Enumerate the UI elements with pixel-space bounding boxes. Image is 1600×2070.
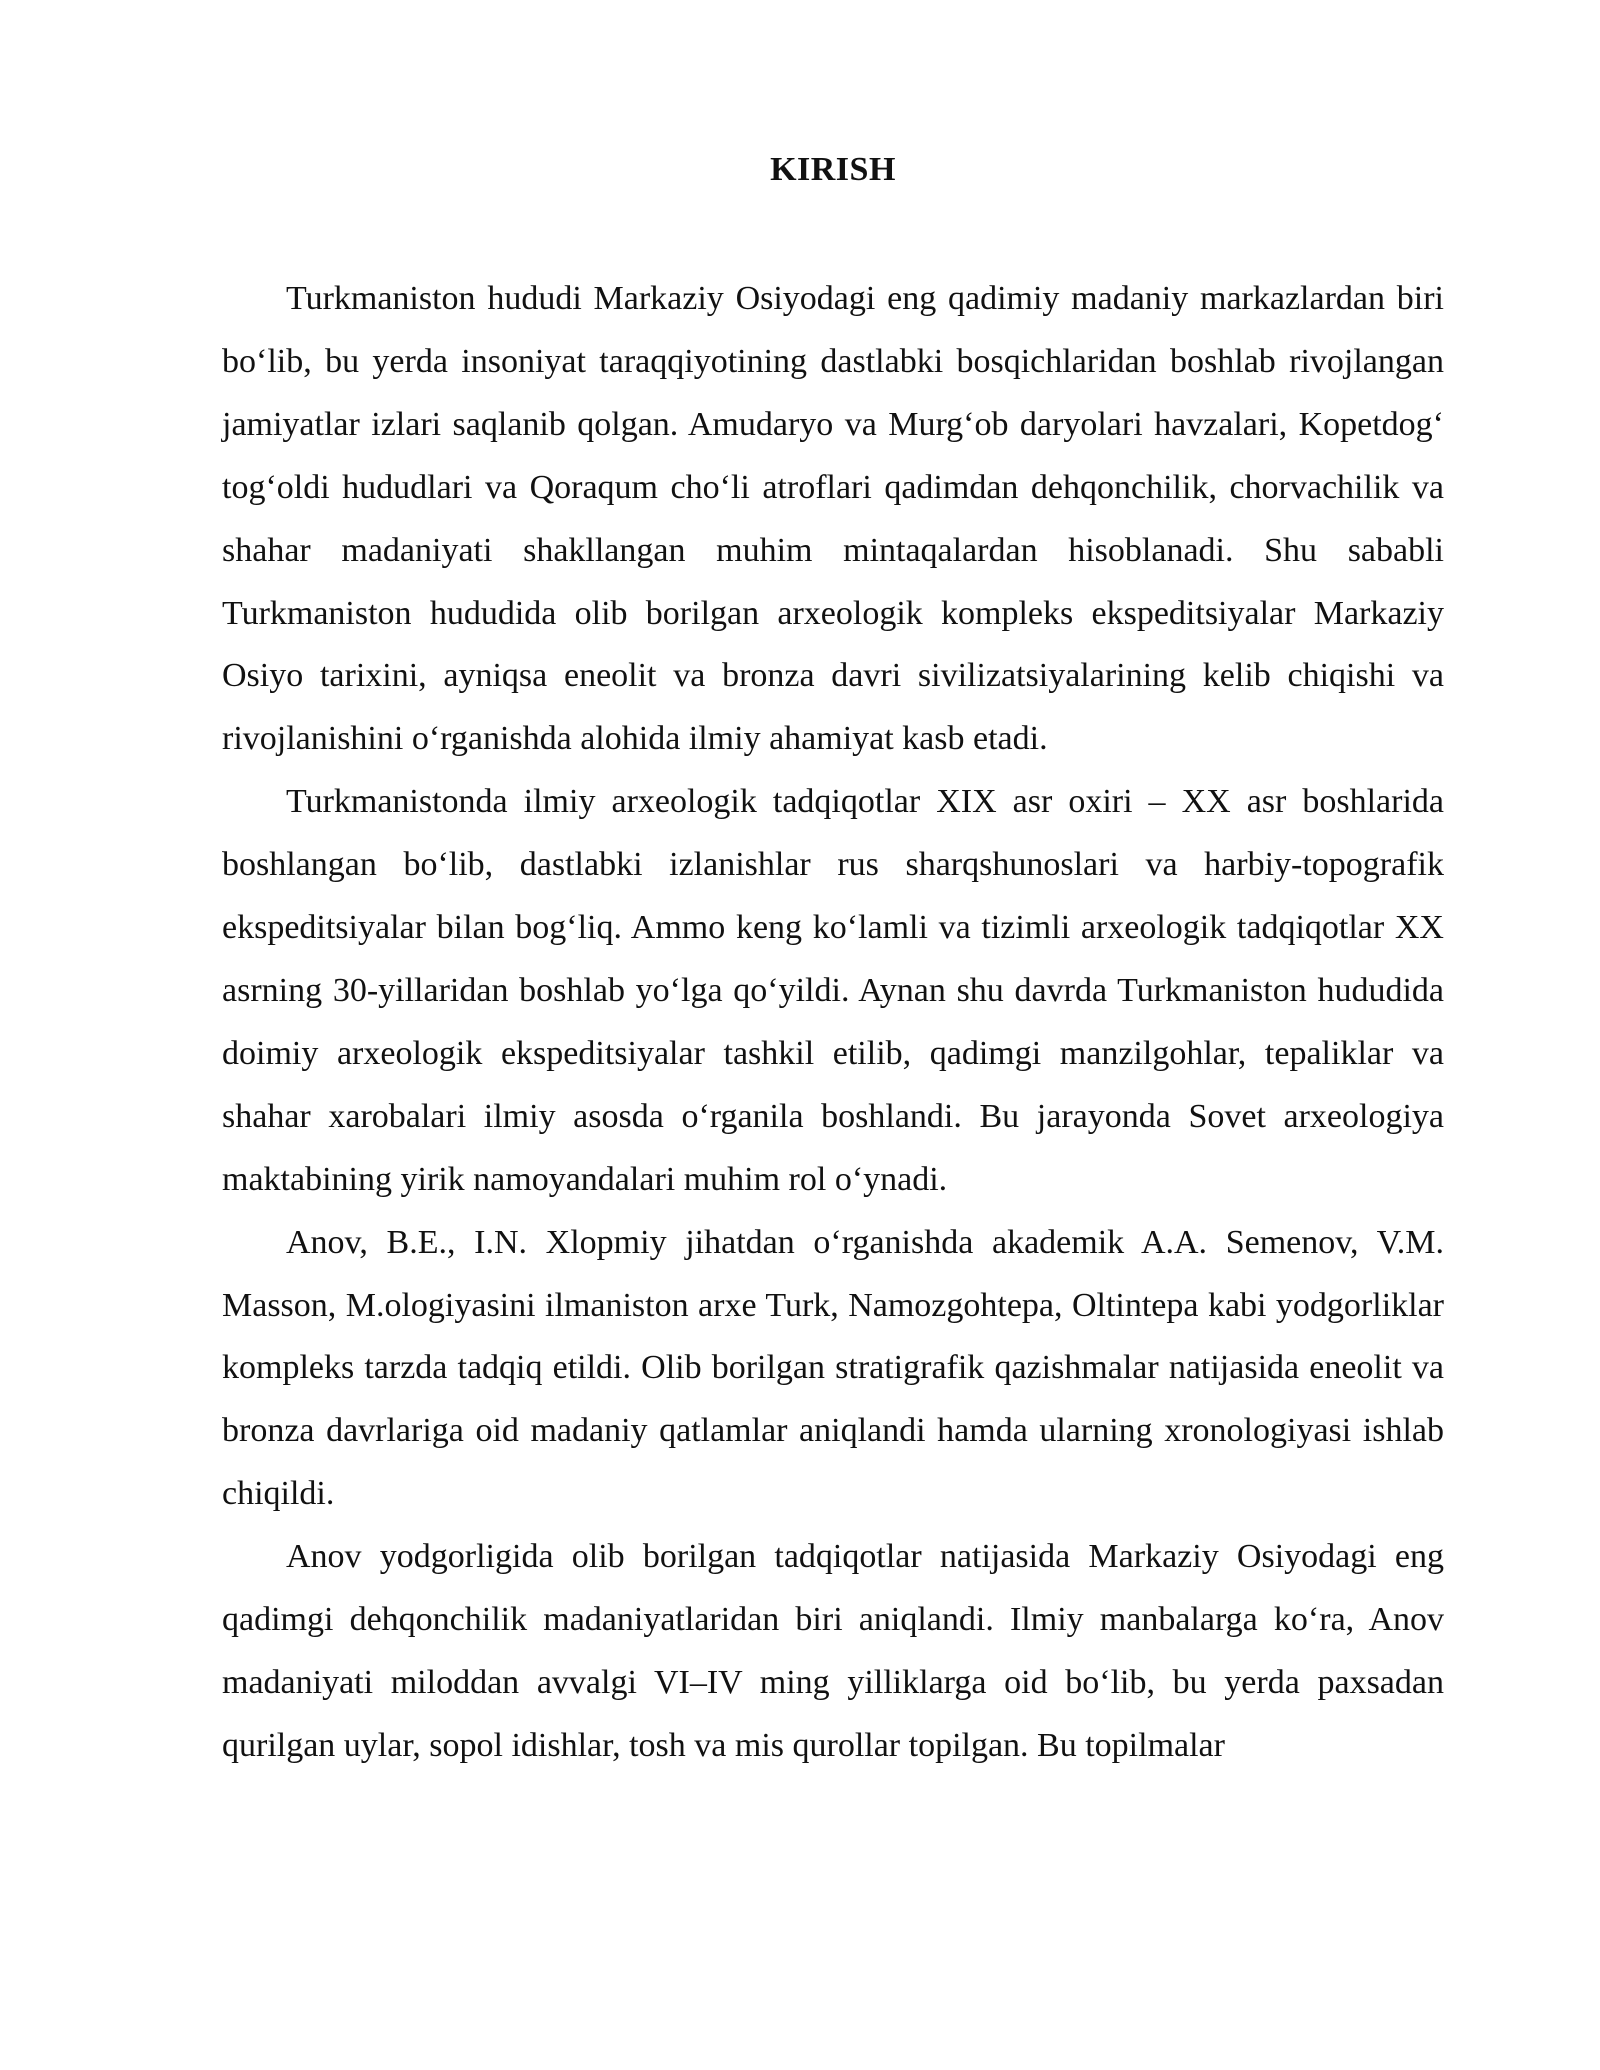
- paragraph-3: Anov, B.E., I.N. Xlopmiy jihatdan o‘rganishda akademik A.A. Semenov, V.M. Masson, M.ologiyasini ilmaniston arxe Turk, Namozgohtepa, Oltintepa kabi yodgorliklar kompleks tarzda tadqiq etildi. Olib borilgan stratigrafik qazishmalar natijasida eneolit va bronza davrlariga oid madaniy qatlamlar aniqlandi hamda ularning xronologiyasi ishlab chiqildi.: [222, 1223, 1444, 1513]
- document-body: [222, 268, 1444, 1778]
- paragraph-1: Turkmaniston hududi Markaziy Osiyodagi eng qadimiy madaniy markazlardan biri bo‘lib, bu yerda insoniyat taraqqiyotining dastlabki bosqichlaridan boshlab rivojlangan jamiyatlar izlari saqlanib qolgan. Amudaryo va Murg‘ob daryolari havzalari, Kopetdog‘ tog‘oldi hududlari va Qoraqum cho‘li atroflari qadimdan dehqonchilik, chorvachilik va shahar madaniyati shakllangan muhim mintaqalardan hisoblanadi. Shu sababli Turkmaniston hududida olib borilgan arxeologik kompleks ekspeditsiyalar Markaziy Osiyo tarixini, ayniqsa eneolit va bronza davri sivilizatsiyalarining kelib chiqishi va rivojlanishini o‘rganishda alohida ilmiy ahamiyat kasb etadi.: [222, 280, 1444, 758]
- paragraph-2: Turkmanistonda ilmiy arxeologik tadqiqotlar XIX asr oxiri – XX asr boshlarida boshlangan bo‘lib, dastlabki izlanishlar rus sharqshunoslari va harbiy-topografik ekspeditsiyalar bilan bog‘liq. Ammo keng ko‘lamli va tizimli arxeologik tadqiqotlar XX asrning 30-yillaridan boshlab yo‘lga qo‘yildi. Aynan shu davrda Turkmaniston hududida doimiy arxeologik ekspeditsiyalar tashkil etilib, qadimgi manzilgohlar, tepaliklar va shahar xarobalari ilmiy asosda o‘rganila boshlandi. Bu jarayonda Sovet arxeologiya maktabining yirik namoyandalari muhim rol o‘ynadi.: [222, 783, 1444, 1198]
- page-title: KIRISH: [770, 151, 896, 188]
- paragraph-4: Anov yodgorligida olib borilgan tadqiqotlar natijasida Markaziy Osiyodagi eng qadimgi dehqonchilik madaniyatlaridan biri aniqlandi. Ilmiy manbalarga ko‘ra, Anov madaniyati miloddan avvalgi VI–IV ming yilliklarga oid bo‘lib, bu yerda paxsadan qurilgan uylar, sopol idishlar, tosh va mis qurollar topilgan. Bu topilmalar: [222, 1538, 1444, 1764]
